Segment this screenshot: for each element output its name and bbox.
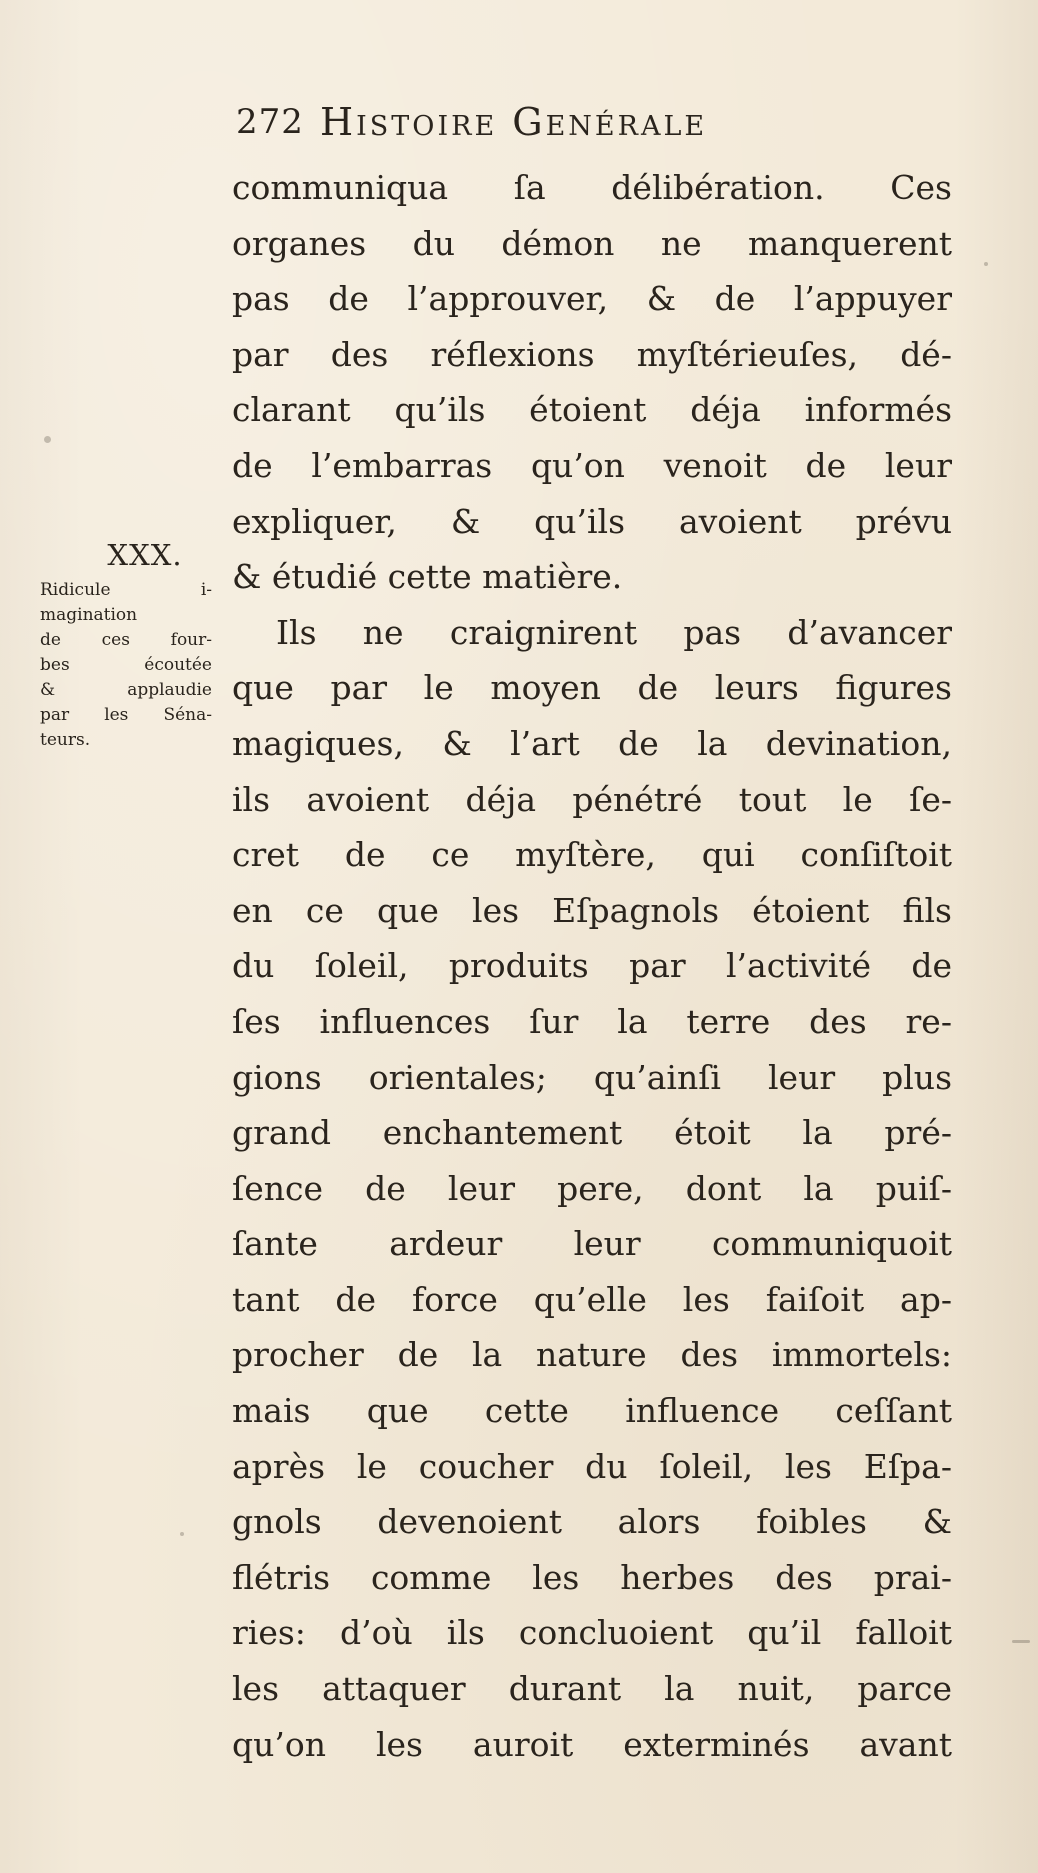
text-line: expliquer, & qu’ils avoient prévu (232, 501, 952, 541)
body-text (232, 160, 952, 1772)
text-line: grand enchantement étoit la pré- (232, 1113, 952, 1153)
text-line: cret de ce myſtère, qui conſiſtoit (232, 835, 952, 875)
text-line: les attaquer durant la nuit, parce (232, 1669, 952, 1709)
margin-note-line: & applaudie (40, 680, 212, 700)
text-line: ſes influences ſur la terre des re- (232, 1001, 952, 1041)
page-number: 272 (236, 102, 304, 142)
text-line: organes du démon ne manquerent (232, 223, 952, 263)
running-head: Histoire Genérale (320, 100, 708, 144)
text-line: en ce que les Eſpagnols étoient fils (232, 890, 952, 930)
text-line: que par le moyen de leurs figures (232, 668, 952, 708)
margin-note-line: magination (40, 605, 138, 625)
text-line: après le coucher du ſoleil, les Eſpa- (232, 1446, 952, 1486)
margin-note-line: Ridicule i- (40, 580, 212, 600)
text-line: magiques, & l’art de la devination, (232, 723, 952, 763)
text-line: par des réflexions myſtérieuſes, dé- (232, 334, 952, 374)
text-line: gnols devenoient alors foibles & (232, 1502, 952, 1542)
paper-speck (44, 436, 51, 443)
text-line: flétris comme les herbes des prai- (232, 1557, 952, 1597)
text-line: & étudié cette matière. (232, 557, 623, 597)
paper-speck (180, 1532, 184, 1536)
paper-speck (1012, 1640, 1030, 1643)
text-line: de l’embarras qu’on venoit de leur (232, 445, 952, 485)
text-line: communiqua ſa délibération. Ces (232, 168, 952, 207)
margin-note-line: de ces four- (40, 630, 212, 650)
margin-note (40, 578, 212, 753)
text-line: procher de la nature des immortels: (232, 1335, 952, 1375)
margin-note-line: par les Séna- (40, 705, 212, 725)
text-line: ſence de leur pere, dont la puiſ- (232, 1168, 952, 1208)
section-number: XXX. (107, 538, 183, 572)
text-line: ils avoient déja pénétré tout le ſe- (232, 779, 952, 819)
text-line: gions orientales; qu’ainſi leur plus (232, 1057, 952, 1097)
text-line: ſante ardeur leur communiquoit (232, 1224, 952, 1264)
text-line: clarant qu’ils étoient déja informés (232, 390, 952, 430)
text-line: pas de l’approuver, & de l’appuyer (232, 279, 952, 319)
paper-speck (984, 262, 988, 266)
margin-note-line: teurs. (40, 730, 91, 750)
text-line: ries: d’où ils concluoient qu’il falloit (232, 1613, 952, 1653)
text-line: tant de force qu’elle les faiſoit ap- (232, 1279, 952, 1319)
text-line: Ils ne craignirent pas d’avancer (276, 612, 952, 652)
page-header (236, 96, 916, 148)
text-line: mais que cette influence ceſſant (232, 1391, 952, 1431)
text-line: du ſoleil, produits par l’activité de (232, 946, 952, 986)
text-line: qu’on les auroit exterminés avant (232, 1724, 952, 1764)
margin-note-line: bes écoutée (40, 655, 212, 675)
